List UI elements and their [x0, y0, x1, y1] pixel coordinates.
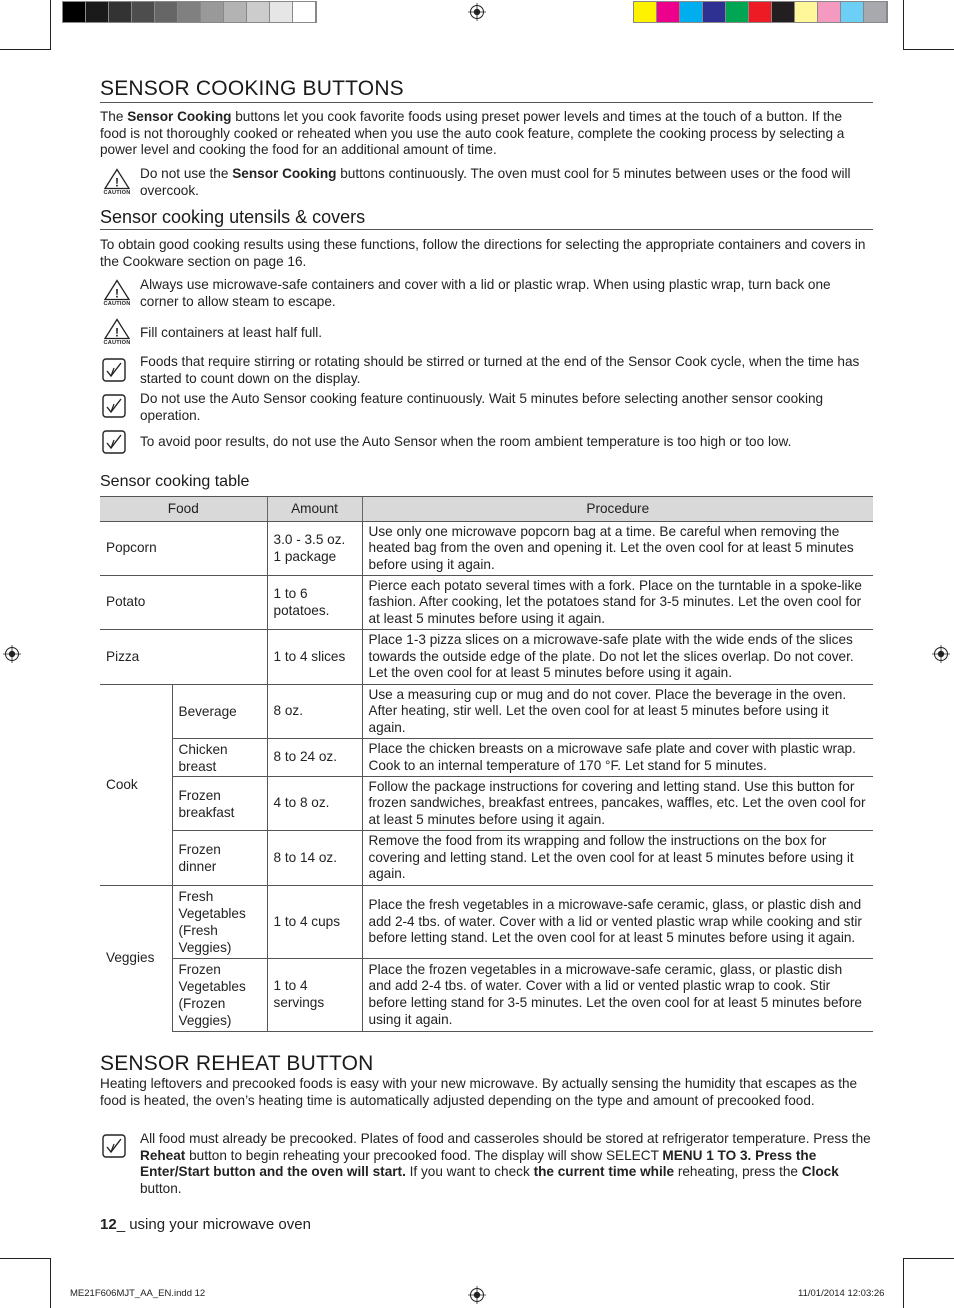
amount-cell: 8 to 14 oz. [267, 831, 362, 886]
page-number: 12 [100, 1216, 117, 1233]
group-label-cell: Cook [100, 685, 172, 886]
table-caption: Sensor cooking table [100, 473, 250, 490]
table-row [100, 685, 873, 739]
amount-cell: 1 to 6 potatoes. [267, 576, 362, 630]
column-header-procedure: Procedure [362, 497, 873, 522]
registration-mark-icon [3, 645, 21, 663]
caution-text: Always use microwave-safe containers and cover with a lid or plastic wrap. When using plastic wrap, turn back one corner to allow steam to escape. [140, 277, 831, 309]
note-icon [102, 394, 126, 418]
text-run: The [100, 109, 128, 124]
text-run: buttons let you cook favorite foods using preset power levels and times at the touch of a button. If the food is not thoroughly cooked or reheated when you use the auto cook feature, complete the cooking process by selecting a power level and cooking the food for an additional amount of time. [100, 109, 845, 158]
procedure-cell: Remove the food from its wrapping and follow the instructions on the box for covering and letting stand. Let the oven cool for at least 5 minutes before using it again. [362, 831, 873, 886]
date-slug: 11/01/2014 12:03:26 [798, 1288, 885, 1299]
registration-mark-icon [468, 3, 486, 21]
procedure-cell: Follow the package instructions for covering and letting stand. Use this button for frozen sandwiches, breakfast entrees, pancakes, waffles, etc. Let the oven cool for at least 5 minutes before using it again. [362, 777, 873, 831]
text-run: All food must already be precooked. Plates of food and casseroles should be stored at refrigerator temperature. Press the [140, 1131, 871, 1146]
food-cell: Chicken breast [172, 739, 267, 777]
crop-mark [0, 1258, 50, 1259]
process-color-bar [633, 1, 888, 23]
procedure-cell: Use only one microwave popcorn bag at a time. Be careful when removing the heated bag from the oven and opening it. Let the oven cool for at least 5 minutes before using it again. [362, 522, 873, 576]
caution-icon [102, 318, 132, 348]
crop-mark [903, 1258, 904, 1308]
table-row [100, 959, 873, 1032]
section-title: SENSOR REHEAT BUTTON [100, 1052, 374, 1075]
section-title: SENSOR COOKING BUTTONS [100, 77, 404, 100]
column-header-amount: Amount [267, 497, 362, 522]
color-swatch [63, 2, 86, 22]
color-swatch [132, 2, 155, 22]
amount-cell: 3.0 - 3.5 oz. 1 package [267, 522, 362, 576]
color-swatch [864, 2, 887, 22]
caution-text: Fill containers at least half full. [140, 325, 323, 340]
note-text: To avoid poor results, do not use the Auto Sensor when the room ambient temperature is too high or too low. [140, 434, 792, 449]
food-cell: Pizza [100, 630, 267, 685]
table-row [100, 522, 873, 576]
subsection-rule [100, 229, 873, 230]
crop-mark [50, 1258, 51, 1308]
food-cell: Fresh Vegetables (Fresh Veggies) [172, 886, 267, 959]
registration-mark-icon [932, 645, 950, 663]
bold-text-run: Reheat [140, 1147, 186, 1163]
color-swatch [841, 2, 864, 22]
footer-section: _ using your microwave oven [116, 1216, 311, 1233]
bold-text-run: Sensor Cooking [232, 166, 337, 181]
bold-text-run: Clock [801, 1164, 839, 1180]
utensils-intro: To obtain good cooking results using these functions, follow the directions for selecting the appropriate containers and covers in the Cookware section on page 16. [100, 237, 866, 269]
color-swatch [818, 2, 841, 22]
note-text: Foods that require stirring or rotating should be stirred or turned at the end of the Sensor Cook cycle, when the time has started to count down on the display. [140, 354, 860, 386]
text-run: Do not use the [140, 166, 233, 181]
color-swatch [680, 2, 703, 22]
caution-label: CAUTION [103, 190, 131, 196]
reheat-intro: Heating leftovers and precooked foods is easy with your new microwave. By actually sensing the humidity that escapes as the food is heated, the oven’s heating time is automatically adjusted depending on the type and amount of precooked food. [100, 1076, 858, 1108]
procedure-cell: Place the chicken breasts on a microwave safe plate and cover with plastic wrap. Cook to an internal temperature of 170 °F. Let stand for 5 minutes. [362, 739, 873, 777]
svg-text:!: ! [115, 286, 119, 301]
color-swatch [703, 2, 726, 22]
amount-cell: 4 to 8 oz. [267, 777, 362, 831]
subsection-title: Sensor cooking utensils & covers [100, 207, 366, 227]
column-header-food: Food [100, 497, 267, 522]
file-slug: ME21F606MJT_AA_EN.indd 12 [70, 1288, 206, 1299]
title-rule [100, 102, 873, 103]
note-icon [102, 430, 126, 454]
table-row [100, 886, 873, 959]
color-swatch [749, 2, 772, 22]
text-run: button. [140, 1180, 182, 1196]
color-swatch [86, 2, 109, 22]
crop-mark [904, 1258, 954, 1259]
note-icon [102, 358, 126, 382]
crop-mark [904, 49, 954, 50]
food-cell: Beverage [172, 685, 267, 739]
color-swatch [270, 2, 293, 22]
text-run: button to begin reheating your precooked food. The display will show SELECT [185, 1147, 663, 1163]
color-swatch [634, 2, 657, 22]
color-swatch [293, 2, 316, 22]
text-run: reheating, press the [674, 1164, 802, 1180]
amount-cell: 8 to 24 oz. [267, 739, 362, 777]
food-cell: Potato [100, 576, 267, 630]
color-swatch [247, 2, 270, 22]
sensor-cooking-table [100, 496, 873, 1032]
amount-cell: 1 to 4 servings [267, 959, 362, 1032]
procedure-cell: Place the frozen vegetables in a microwave-safe ceramic, glass, or plastic dish and add 2-4 tbs. of water. Cover with a lid or vented plastic wrap to cook. Stir before letting stand for 3-5 minutes. Let the oven cool for at least 5 minutes before using it again. [362, 959, 873, 1032]
amount-cell: 8 oz. [267, 685, 362, 739]
color-swatch [657, 2, 680, 22]
caution-label: CAUTION [103, 301, 131, 307]
procedure-cell: Place the fresh vegetables in a microwave-safe ceramic, glass, or plastic dish and add 2-4 tbs. of water. Cover with a lid or vented plastic wrap while cooking and stir before letting stand. Let the oven cool for at least 5 minutes before using it again. [362, 886, 873, 959]
caution-label: CAUTION [103, 340, 131, 346]
svg-text:!: ! [115, 175, 119, 190]
color-swatch [109, 2, 132, 22]
color-swatch [726, 2, 749, 22]
caution-text [140, 166, 872, 199]
food-cell: Popcorn [100, 522, 267, 576]
food-cell: Frozen breakfast [172, 777, 267, 831]
crop-mark [50, 0, 51, 50]
table-row [100, 739, 873, 777]
procedure-cell: Pierce each potato several times with a fork. Place on the turntable in a spoke-like fashion. After cooking, let the potatoes stand for 3-5 minutes. Let the oven cool for at least 5 minutes before using it again. [362, 576, 873, 630]
table-row [100, 777, 873, 831]
bold-text-run: MENU 1 TO 3. Press the Enter/Start button and the oven will start. [140, 1147, 817, 1180]
color-swatch [201, 2, 224, 22]
table-row [100, 576, 873, 630]
text-run: buttons continuously. The oven must cool for 5 minutes between uses or the food will overcook. [140, 166, 851, 198]
page-footer [100, 1216, 311, 1233]
color-swatch [772, 2, 795, 22]
text-run: If you want to check [405, 1164, 534, 1180]
procedure-cell: Use a measuring cup or mug and do not cover. Place the beverage in the oven. After heating, stir well. Let the oven cool for at least 5 minutes before using it again. [362, 685, 873, 739]
food-cell: Frozen Vegetables (Frozen Veggies) [172, 959, 267, 1032]
color-swatch [224, 2, 247, 22]
bold-text-run: Sensor Cooking [127, 109, 232, 124]
note-text: Do not use the Auto Sensor cooking feature continuously. Wait 5 minutes before selecting another sensor cooking operation. [140, 391, 824, 423]
table-row [100, 831, 873, 886]
food-cell: Frozen dinner [172, 831, 267, 886]
table-row [100, 630, 873, 685]
group-label-cell: Veggies [100, 886, 172, 1032]
procedure-cell: Place 1-3 pizza slices on a microwave-safe plate with the wide ends of the slices towards the outside edge of the plate. Do not let the slices overlap. Do not cover. Let the oven cool for at least 5 minutes before using it again. [362, 630, 873, 685]
crop-mark [0, 49, 50, 50]
note-icon [102, 1134, 126, 1158]
caution-icon [102, 168, 132, 198]
crop-mark [903, 0, 904, 50]
bold-text-run: the current time while [533, 1164, 675, 1180]
intro-paragraph [100, 109, 870, 159]
color-swatch [155, 2, 178, 22]
amount-cell: 1 to 4 cups [267, 886, 362, 959]
color-swatch [795, 2, 818, 22]
note-text [140, 1131, 872, 1197]
caution-icon [102, 279, 132, 309]
grayscale-color-bar [62, 1, 317, 23]
svg-text:!: ! [115, 325, 119, 340]
registration-mark-icon [468, 1286, 486, 1304]
amount-cell: 1 to 4 slices [267, 630, 362, 685]
color-swatch [178, 2, 201, 22]
